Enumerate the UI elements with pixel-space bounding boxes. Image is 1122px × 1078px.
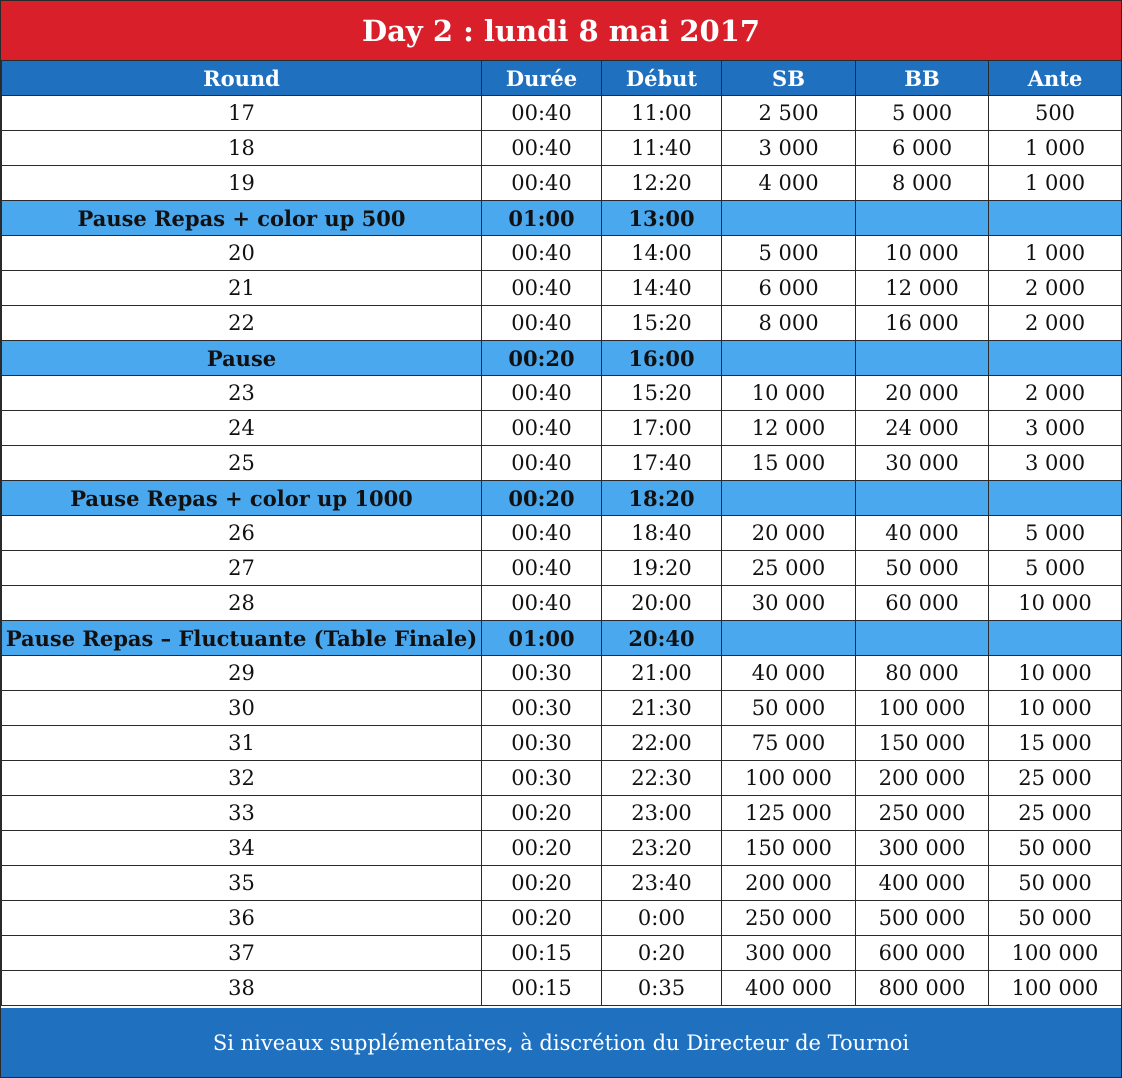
table-row — [2, 271, 1122, 306]
sb-cell: 400 000 — [722, 971, 856, 1006]
duree-cell: 01:00 — [482, 201, 602, 236]
round-cell: 36 — [2, 901, 482, 936]
sb-cell: 15 000 — [722, 446, 856, 481]
column-header-bb: BB — [856, 61, 989, 96]
sb-cell: 12 000 — [722, 411, 856, 446]
bb-cell: 100 000 — [856, 691, 989, 726]
round-cell: 27 — [2, 551, 482, 586]
debut-cell: 15:20 — [602, 306, 722, 341]
sb-cell: 30 000 — [722, 586, 856, 621]
table-row — [2, 166, 1122, 201]
ante-cell: 50 000 — [989, 866, 1122, 901]
duree-cell: 00:30 — [482, 691, 602, 726]
duree-cell: 00:20 — [482, 481, 602, 516]
table-row — [2, 691, 1122, 726]
sb-cell — [722, 341, 856, 376]
sb-cell: 6 000 — [722, 271, 856, 306]
debut-cell: 21:00 — [602, 656, 722, 691]
ante-cell: 50 000 — [989, 901, 1122, 936]
debut-cell: 0:20 — [602, 936, 722, 971]
debut-cell: 20:40 — [602, 621, 722, 656]
duree-cell: 00:20 — [482, 901, 602, 936]
round-cell: 38 — [2, 971, 482, 1006]
round-cell: 19 — [2, 166, 482, 201]
duree-cell: 00:40 — [482, 516, 602, 551]
ante-cell: 10 000 — [989, 656, 1122, 691]
table-row — [2, 131, 1122, 166]
page-title: Day 2 : lundi 8 mai 2017 — [1, 1, 1121, 60]
ante-cell: 2 000 — [989, 271, 1122, 306]
debut-cell: 22:30 — [602, 761, 722, 796]
ante-cell: 15 000 — [989, 726, 1122, 761]
round-cell: 33 — [2, 796, 482, 831]
sb-cell: 125 000 — [722, 796, 856, 831]
debut-cell: 13:00 — [602, 201, 722, 236]
pause-row — [2, 341, 1122, 376]
table-row — [2, 901, 1122, 936]
sb-cell: 2 500 — [722, 96, 856, 131]
bb-cell: 10 000 — [856, 236, 989, 271]
sb-cell: 200 000 — [722, 866, 856, 901]
round-cell: 17 — [2, 96, 482, 131]
pause-row — [2, 481, 1122, 516]
bb-cell — [856, 201, 989, 236]
table-body — [2, 96, 1122, 1006]
ante-cell: 3 000 — [989, 411, 1122, 446]
duree-cell: 00:20 — [482, 796, 602, 831]
duree-cell: 00:40 — [482, 551, 602, 586]
round-cell: 29 — [2, 656, 482, 691]
bb-cell: 20 000 — [856, 376, 989, 411]
duree-cell: 00:20 — [482, 831, 602, 866]
sb-cell: 40 000 — [722, 656, 856, 691]
bb-cell: 200 000 — [856, 761, 989, 796]
debut-cell: 23:40 — [602, 866, 722, 901]
duree-cell: 00:15 — [482, 971, 602, 1006]
bb-cell: 6 000 — [856, 131, 989, 166]
table-row — [2, 726, 1122, 761]
bb-cell: 40 000 — [856, 516, 989, 551]
ante-cell: 10 000 — [989, 691, 1122, 726]
debut-cell: 17:00 — [602, 411, 722, 446]
sb-cell: 25 000 — [722, 551, 856, 586]
sb-cell: 300 000 — [722, 936, 856, 971]
ante-cell: 5 000 — [989, 516, 1122, 551]
sb-cell: 4 000 — [722, 166, 856, 201]
pause-row — [2, 621, 1122, 656]
ante-cell: 100 000 — [989, 936, 1122, 971]
ante-cell: 2 000 — [989, 306, 1122, 341]
round-cell: 37 — [2, 936, 482, 971]
round-cell: 20 — [2, 236, 482, 271]
bb-cell: 400 000 — [856, 866, 989, 901]
bb-cell: 5 000 — [856, 96, 989, 131]
bb-cell: 12 000 — [856, 271, 989, 306]
sb-cell: 250 000 — [722, 901, 856, 936]
sb-cell: 50 000 — [722, 691, 856, 726]
column-header-round: Round — [2, 61, 482, 96]
bb-cell: 80 000 — [856, 656, 989, 691]
table-row — [2, 551, 1122, 586]
bb-cell — [856, 481, 989, 516]
sb-cell: 3 000 — [722, 131, 856, 166]
table-row — [2, 96, 1122, 131]
bb-cell: 800 000 — [856, 971, 989, 1006]
ante-cell: 2 000 — [989, 376, 1122, 411]
round-cell: 31 — [2, 726, 482, 761]
sb-cell: 75 000 — [722, 726, 856, 761]
pause-label-cell: Pause Repas + color up 500 — [2, 201, 482, 236]
table-row — [2, 411, 1122, 446]
round-cell: 22 — [2, 306, 482, 341]
ante-cell: 100 000 — [989, 971, 1122, 1006]
ante-cell — [989, 481, 1122, 516]
duree-cell: 00:40 — [482, 236, 602, 271]
ante-cell: 3 000 — [989, 446, 1122, 481]
duree-cell: 00:30 — [482, 656, 602, 691]
debut-cell: 0:00 — [602, 901, 722, 936]
pause-label-cell: Pause — [2, 341, 482, 376]
duree-cell: 00:30 — [482, 726, 602, 761]
bb-cell: 24 000 — [856, 411, 989, 446]
table-row — [2, 971, 1122, 1006]
ante-cell: 10 000 — [989, 586, 1122, 621]
round-cell: 26 — [2, 516, 482, 551]
debut-cell: 23:00 — [602, 796, 722, 831]
ante-cell: 50 000 — [989, 831, 1122, 866]
pause-row — [2, 201, 1122, 236]
bb-cell — [856, 341, 989, 376]
bb-cell: 300 000 — [856, 831, 989, 866]
bb-cell: 16 000 — [856, 306, 989, 341]
column-header-debut: Début — [602, 61, 722, 96]
bb-cell — [856, 621, 989, 656]
table-row — [2, 516, 1122, 551]
debut-cell: 17:40 — [602, 446, 722, 481]
duree-cell: 00:40 — [482, 376, 602, 411]
sb-cell: 10 000 — [722, 376, 856, 411]
sb-cell: 150 000 — [722, 831, 856, 866]
debut-cell: 0:35 — [602, 971, 722, 1006]
debut-cell: 11:00 — [602, 96, 722, 131]
bb-cell: 500 000 — [856, 901, 989, 936]
debut-cell: 21:30 — [602, 691, 722, 726]
column-header-duree: Durée — [482, 61, 602, 96]
duree-cell: 00:15 — [482, 936, 602, 971]
ante-cell: 1 000 — [989, 236, 1122, 271]
round-cell: 30 — [2, 691, 482, 726]
table-header-row — [2, 61, 1122, 96]
bb-cell: 600 000 — [856, 936, 989, 971]
column-header-sb: SB — [722, 61, 856, 96]
sb-cell: 20 000 — [722, 516, 856, 551]
debut-cell: 22:00 — [602, 726, 722, 761]
ante-cell: 500 — [989, 96, 1122, 131]
debut-cell: 12:20 — [602, 166, 722, 201]
debut-cell: 18:40 — [602, 516, 722, 551]
table-row — [2, 936, 1122, 971]
debut-cell: 20:00 — [602, 586, 722, 621]
bb-cell: 250 000 — [856, 796, 989, 831]
round-cell: 28 — [2, 586, 482, 621]
duree-cell: 01:00 — [482, 621, 602, 656]
table-row — [2, 446, 1122, 481]
table-row — [2, 796, 1122, 831]
bb-cell: 8 000 — [856, 166, 989, 201]
duree-cell: 00:40 — [482, 131, 602, 166]
debut-cell: 15:20 — [602, 376, 722, 411]
column-header-ante: Ante — [989, 61, 1122, 96]
duree-cell: 00:40 — [482, 586, 602, 621]
duree-cell: 00:40 — [482, 446, 602, 481]
table-row — [2, 236, 1122, 271]
duree-cell: 00:20 — [482, 866, 602, 901]
ante-cell — [989, 621, 1122, 656]
table-row — [2, 761, 1122, 796]
sb-cell — [722, 621, 856, 656]
duree-cell: 00:40 — [482, 96, 602, 131]
debut-cell: 19:20 — [602, 551, 722, 586]
bb-cell: 60 000 — [856, 586, 989, 621]
ante-cell: 25 000 — [989, 796, 1122, 831]
footer-note: Si niveaux supplémentaires, à discrétion du Directeur de Tournoi — [1, 1008, 1121, 1077]
table-row — [2, 306, 1122, 341]
debut-cell: 11:40 — [602, 131, 722, 166]
duree-cell: 00:40 — [482, 411, 602, 446]
round-cell: 35 — [2, 866, 482, 901]
duree-cell: 00:40 — [482, 166, 602, 201]
round-cell: 32 — [2, 761, 482, 796]
table-row — [2, 866, 1122, 901]
round-cell: 25 — [2, 446, 482, 481]
bb-cell: 30 000 — [856, 446, 989, 481]
duree-cell: 00:40 — [482, 271, 602, 306]
sb-cell — [722, 201, 856, 236]
debut-cell: 14:00 — [602, 236, 722, 271]
round-cell: 18 — [2, 131, 482, 166]
round-cell: 24 — [2, 411, 482, 446]
sb-cell: 8 000 — [722, 306, 856, 341]
round-cell: 23 — [2, 376, 482, 411]
pause-label-cell: Pause Repas + color up 1000 — [2, 481, 482, 516]
round-cell: 34 — [2, 831, 482, 866]
ante-cell: 1 000 — [989, 131, 1122, 166]
sb-cell: 100 000 — [722, 761, 856, 796]
sb-cell — [722, 481, 856, 516]
table-row — [2, 376, 1122, 411]
debut-cell: 14:40 — [602, 271, 722, 306]
blind-structure-table — [1, 60, 1122, 1006]
ante-cell — [989, 201, 1122, 236]
debut-cell: 23:20 — [602, 831, 722, 866]
table-row — [2, 586, 1122, 621]
ante-cell: 25 000 — [989, 761, 1122, 796]
ante-cell: 5 000 — [989, 551, 1122, 586]
duree-cell: 00:20 — [482, 341, 602, 376]
table-row — [2, 831, 1122, 866]
bb-cell: 50 000 — [856, 551, 989, 586]
table-row — [2, 656, 1122, 691]
pause-label-cell: Pause Repas – Fluctuante (Table Finale) — [2, 621, 482, 656]
sb-cell: 5 000 — [722, 236, 856, 271]
duree-cell: 00:30 — [482, 761, 602, 796]
debut-cell: 16:00 — [602, 341, 722, 376]
ante-cell: 1 000 — [989, 166, 1122, 201]
round-cell: 21 — [2, 271, 482, 306]
debut-cell: 18:20 — [602, 481, 722, 516]
ante-cell — [989, 341, 1122, 376]
duree-cell: 00:40 — [482, 306, 602, 341]
bb-cell: 150 000 — [856, 726, 989, 761]
